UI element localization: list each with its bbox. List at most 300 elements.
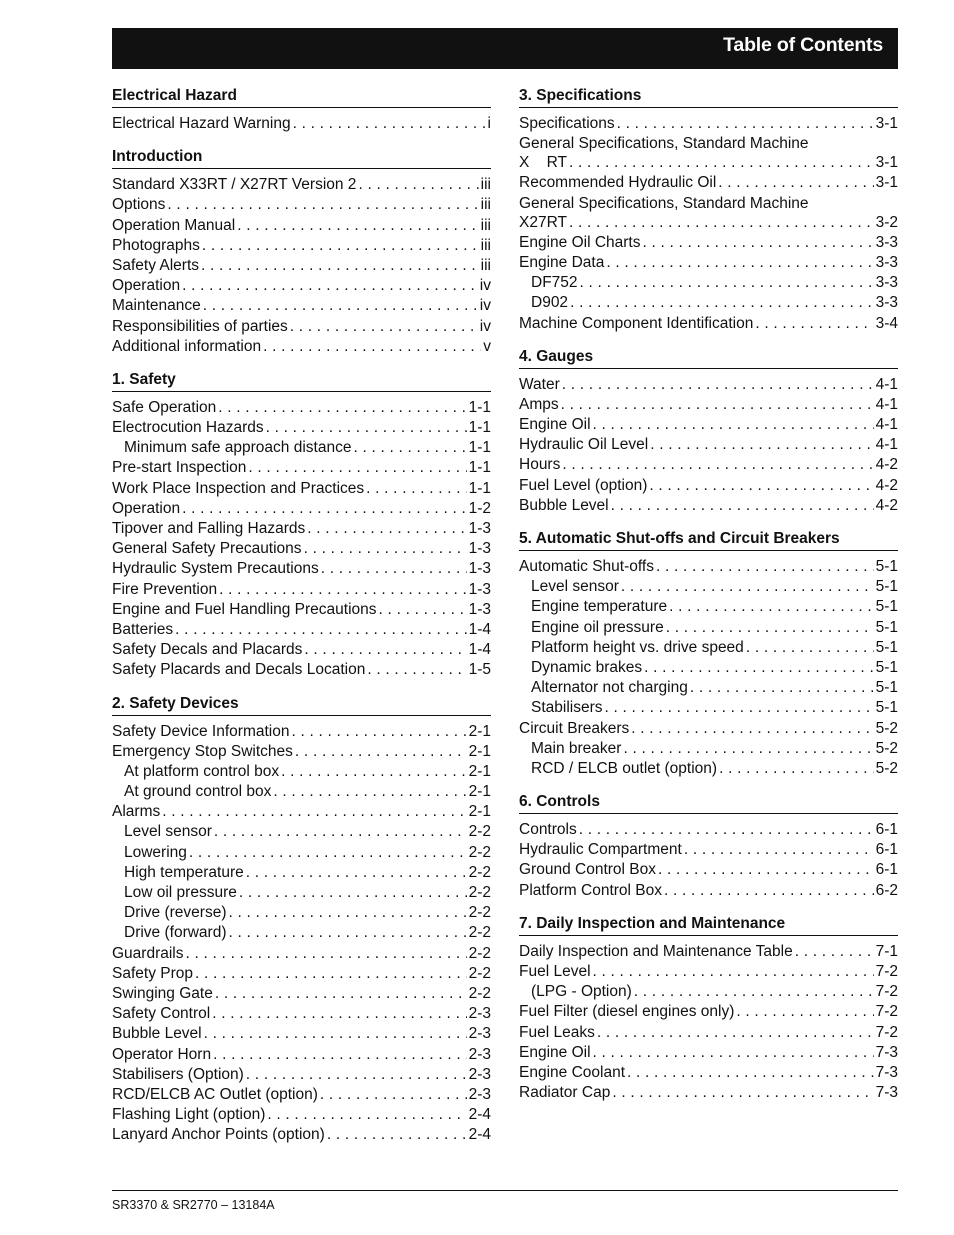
toc-entry-page-number: 6-1: [875, 861, 898, 879]
toc-entry[interactable]: [519, 1023, 898, 1043]
toc-entry[interactable]: [112, 276, 491, 296]
toc-entry[interactable]: [519, 476, 898, 496]
toc-entry-page-number: 3-1: [875, 174, 898, 192]
dot-leader: [321, 559, 467, 579]
toc-entry-page-number: 5-1: [875, 618, 898, 636]
toc-entry-title: Ground Control Box: [519, 861, 656, 879]
toc-entry-title: Operation: [112, 277, 181, 295]
section-heading: Electrical Hazard: [112, 86, 491, 108]
toc-entry[interactable]: [112, 863, 491, 883]
toc-entry-title: Hydraulic Compartment: [519, 841, 682, 859]
toc-entry[interactable]: [112, 903, 491, 923]
toc-entry-page-number: 2-4: [468, 1126, 491, 1144]
toc-entry[interactable]: [519, 658, 898, 678]
toc-entry-page-number: 3-4: [875, 314, 898, 332]
toc-entry-page-number: 6-2: [875, 881, 898, 899]
toc-entry-title: Specifications: [519, 115, 615, 132]
toc-entry-title: Pre-start Inspection: [112, 459, 247, 477]
toc-entry-page-number: v: [483, 337, 491, 355]
toc-entry-title: Engine and Fuel Handling Precautions: [112, 600, 377, 618]
toc-entry[interactable]: [519, 860, 898, 880]
toc-entry[interactable]: [519, 1043, 898, 1063]
toc-entry[interactable]: [112, 539, 491, 559]
toc-entry[interactable]: [519, 1002, 898, 1022]
toc-entry[interactable]: [112, 923, 491, 943]
toc-entry-page-number: 2-3: [468, 1025, 491, 1043]
toc-entry[interactable]: [519, 435, 898, 455]
dot-leader: [562, 375, 874, 395]
toc-entry[interactable]: [112, 782, 491, 802]
toc-entry-title: Stabilisers: [531, 699, 603, 717]
toc-entry-page-number: 7-2: [875, 983, 898, 1001]
toc-entry[interactable]: [112, 499, 491, 519]
toc-entry[interactable]: [112, 984, 491, 1004]
toc-entry-page-number: 3-1: [875, 115, 898, 132]
dot-leader: [267, 1105, 466, 1125]
dot-leader: [367, 660, 466, 680]
toc-entry-title: Bubble Level: [519, 496, 609, 514]
toc-entry-title: Lowering: [124, 843, 187, 861]
toc-entry-title: RCD / ELCB outlet (option): [531, 759, 718, 777]
toc-entry[interactable]: [519, 719, 898, 739]
toc-entry[interactable]: [519, 962, 898, 982]
dot-leader: [644, 658, 873, 678]
dot-leader: [327, 1125, 467, 1145]
toc-entry-title-line1[interactable]: General Specifications, Standard Machine: [519, 194, 809, 212]
toc-entry-page-number: 3-3: [875, 294, 898, 312]
dot-leader: [246, 1065, 467, 1085]
toc-entry-page-number: 2-2: [468, 863, 491, 881]
dot-leader: [189, 843, 467, 863]
toc-entry-page-number: 1-3: [468, 600, 491, 618]
toc-entry-title: Lanyard Anchor Points (option): [112, 1126, 325, 1144]
toc-entry-page-number: 2-2: [468, 823, 491, 841]
toc-entry[interactable]: [112, 216, 491, 236]
dot-leader: [736, 1002, 873, 1022]
toc-entry-page-number: 2-2: [468, 904, 491, 922]
toc-entry[interactable]: [112, 843, 491, 863]
toc-entry[interactable]: [519, 982, 898, 1002]
dot-leader: [664, 881, 874, 901]
toc-entry-page-number: 2-2: [468, 944, 491, 962]
toc-entry-title: Swinging Gate: [112, 984, 213, 1002]
toc-entry[interactable]: [519, 678, 898, 698]
dot-leader: [755, 314, 873, 334]
toc-entry-page-number: 4-2: [875, 476, 898, 494]
dot-leader: [634, 982, 874, 1002]
toc-entry-title: D902: [531, 294, 569, 312]
toc-entry-title: Engine Coolant: [519, 1063, 625, 1081]
toc-entry[interactable]: [519, 153, 898, 173]
toc-entry[interactable]: [519, 415, 898, 435]
toc-entry[interactable]: [519, 698, 898, 718]
toc-entry[interactable]: [112, 175, 491, 195]
toc-entry[interactable]: [519, 233, 898, 253]
dot-leader: [182, 276, 478, 296]
toc-entry-page-number: 2-3: [468, 1085, 491, 1103]
dot-leader: [182, 499, 467, 519]
toc-entry[interactable]: [112, 620, 491, 640]
toc-entry[interactable]: [519, 375, 898, 395]
toc-entry-title: Radiator Cap: [519, 1084, 611, 1102]
toc-entry[interactable]: [112, 640, 491, 660]
toc-entry-page-number: 4-2: [875, 456, 898, 474]
toc-entry[interactable]: [112, 722, 491, 742]
toc-entry-page-number: 1-2: [468, 499, 491, 517]
toc-entry-title: Machine Component Identification: [519, 314, 754, 332]
toc-entry-page-number: 1-1: [468, 398, 491, 416]
toc-entry[interactable]: [519, 820, 898, 840]
toc-section-4-gauges: [519, 347, 898, 516]
dot-leader: [612, 1083, 873, 1103]
toc-entry-page-number: 3-3: [875, 274, 898, 292]
toc-entry-title: Platform height vs. drive speed: [531, 638, 744, 656]
toc-entry-title: Standard X33RT / X27RT Version 2: [112, 176, 357, 194]
toc-entry-title: Engine Data: [519, 253, 605, 271]
toc-entry-title: Water: [519, 375, 560, 393]
toc-entry-page-number: 2-4: [468, 1106, 491, 1124]
toc-entry[interactable]: [112, 1105, 491, 1125]
toc-entry-page-number: 7-1: [875, 942, 898, 960]
dot-leader: [597, 1023, 874, 1043]
toc-section-1-safety: [112, 370, 491, 681]
dot-leader: [307, 519, 466, 539]
dot-leader: [214, 822, 467, 842]
toc-entry-title: Work Place Inspection and Practices: [112, 479, 365, 497]
toc-entry-page-number: 4-2: [875, 496, 898, 514]
toc-entry[interactable]: [112, 1004, 491, 1024]
dot-leader: [569, 153, 874, 173]
toc-entry-title: Safety Prop: [112, 964, 193, 982]
toc-entry-page-number: 4-1: [875, 375, 898, 393]
toc-entry[interactable]: [112, 114, 491, 134]
toc-entry-page-number: 3-2: [875, 213, 898, 231]
dot-leader: [656, 557, 874, 577]
dot-leader: [642, 233, 873, 253]
dot-leader: [215, 984, 467, 1004]
toc-entry-page-number: 1-4: [468, 641, 491, 659]
toc-entry[interactable]: [112, 964, 491, 984]
toc-entry[interactable]: [112, 479, 491, 499]
toc-entry-title: Safety Control: [112, 1005, 211, 1023]
footer-divider: [112, 1190, 898, 1191]
dot-leader: [186, 944, 467, 964]
toc-entry[interactable]: [112, 317, 491, 337]
dot-leader: [304, 640, 466, 660]
toc-entry[interactable]: [519, 173, 898, 193]
toc-entry-title: Daily Inspection and Maintenance Table: [519, 942, 793, 960]
toc-entry-title: Safety Decals and Placards: [112, 641, 303, 659]
header-bar: [112, 28, 898, 69]
toc-entry-title: Options: [112, 196, 166, 214]
toc-entry-title: Electrical Hazard Warning: [112, 115, 291, 132]
dot-leader: [669, 597, 873, 617]
toc-section-6-controls: [519, 792, 898, 901]
toc-entry-page-number: 2-2: [468, 924, 491, 942]
section-heading: 5. Automatic Shut-offs and Circuit Breakers: [519, 529, 898, 551]
dot-leader: [219, 580, 466, 600]
toc-entry-title: At platform control box: [124, 762, 280, 780]
toc-entry[interactable]: [112, 822, 491, 842]
toc-entry-title: Bubble Level: [112, 1025, 202, 1043]
toc-entry-list: [112, 175, 491, 357]
toc-entry-title: Drive (reverse): [124, 904, 227, 922]
toc-entry[interactable]: [112, 458, 491, 478]
toc-entry[interactable]: [112, 883, 491, 903]
toc-entry-page-number: 7-3: [875, 1063, 898, 1081]
section-heading: 1. Safety: [112, 370, 491, 392]
dot-leader: [593, 962, 874, 982]
toc-entry-page-number: 5-1: [875, 598, 898, 616]
dot-leader: [570, 293, 874, 313]
toc-entry-title: Engine oil pressure: [531, 618, 664, 636]
dot-leader: [237, 216, 478, 236]
toc-entry-title: Batteries: [112, 620, 174, 638]
toc-entry-page-number: 2-2: [468, 884, 491, 901]
toc-entry-title-line1[interactable]: General Specifications, Standard Machine: [519, 135, 809, 153]
toc-entry[interactable]: [112, 762, 491, 782]
toc-entry-page-number: 2-1: [468, 722, 491, 740]
toc-entry-title: Engine Oil Charts: [519, 233, 641, 251]
toc-entry-title: Hours: [519, 456, 561, 474]
dot-leader: [295, 742, 467, 762]
toc-entry-page-number: 7-3: [875, 1043, 898, 1061]
toc-entry-page-number: 6-1: [875, 841, 898, 859]
toc-entry[interactable]: [519, 314, 898, 334]
toc-entry[interactable]: [519, 759, 898, 779]
toc-entry-title: Drive (forward): [124, 924, 227, 942]
toc-entry[interactable]: [112, 944, 491, 964]
toc-entry-title: Maintenance: [112, 297, 201, 315]
toc-entry[interactable]: [112, 296, 491, 316]
dot-leader: [273, 782, 466, 802]
toc-entry[interactable]: [519, 577, 898, 597]
toc-entry-title: Fuel Filter (diesel engines only): [519, 1003, 735, 1021]
dot-leader: [593, 415, 874, 435]
toc-entry-page-number: 2-1: [468, 803, 491, 821]
toc-entry-page-number: 1-1: [468, 419, 491, 437]
dot-leader: [281, 762, 467, 782]
toc-entry-page-number: iii: [480, 196, 491, 214]
section-heading: 7. Daily Inspection and Maintenance: [519, 914, 898, 936]
toc-entry-list: [519, 942, 898, 1104]
toc-entry[interactable]: [112, 559, 491, 579]
dot-leader: [320, 1085, 467, 1105]
toc-entry-title: DF752: [531, 274, 578, 292]
toc-entry-page-number: iii: [480, 216, 491, 234]
dot-leader: [175, 620, 466, 640]
toc-entry-list: [519, 114, 898, 334]
dot-leader: [248, 458, 466, 478]
toc-entry[interactable]: [519, 293, 898, 313]
toc-entry[interactable]: [519, 557, 898, 577]
toc-entry[interactable]: [519, 253, 898, 273]
toc-entry[interactable]: [112, 236, 491, 256]
toc-entry-title: (LPG - Option): [531, 983, 632, 1001]
toc-entry-title: Fire Prevention: [112, 580, 218, 598]
toc-entry[interactable]: [519, 496, 898, 516]
toc-entry[interactable]: [112, 600, 491, 620]
toc-entry-title: Fuel Level: [519, 963, 591, 980]
toc-entry[interactable]: [519, 881, 898, 901]
toc-entry-title: X RT: [519, 154, 567, 172]
toc-entry-page-number: 5-1: [875, 578, 898, 596]
toc-entry-page-number: 5-1: [875, 638, 898, 656]
page-title: Table of Contents: [723, 34, 883, 56]
toc-entry-page-number: 5-1: [875, 658, 898, 676]
toc-entry[interactable]: [112, 438, 491, 458]
toc-entry-title: Electrocution Hazards: [112, 419, 264, 437]
toc-entry[interactable]: [112, 1065, 491, 1085]
toc-entry-page-number: 5-2: [875, 719, 898, 737]
toc-entry-page-number: 1-1: [468, 459, 491, 477]
toc-entry[interactable]: [112, 1024, 491, 1044]
toc-entry[interactable]: [519, 395, 898, 415]
toc-entry-list: [112, 398, 491, 681]
toc-entry-page-number: iii: [480, 176, 491, 194]
toc-entry-page-number: 3-3: [875, 233, 898, 251]
toc-entry-page-number: 1-3: [468, 580, 491, 598]
toc-entry-page-number: 3-3: [875, 253, 898, 271]
toc-section-5-automatic-shut-offs-and-circuit-breakers: [519, 529, 898, 779]
dot-leader: [266, 418, 467, 438]
toc-entry-page-number: 7-2: [875, 1003, 898, 1021]
toc-entry-title: Safe Operation: [112, 398, 217, 416]
dot-leader: [627, 1063, 874, 1083]
dot-leader: [579, 820, 874, 840]
toc-entry-page-number: iv: [479, 277, 491, 295]
toc-entry-page-number: 2-1: [468, 783, 491, 801]
dot-leader: [290, 317, 478, 337]
dot-leader: [167, 195, 478, 215]
toc-section-2-safety-devices: [112, 694, 491, 1146]
toc-entry-title: High temperature: [124, 863, 244, 881]
toc-entry-title: Automatic Shut-offs: [519, 558, 654, 575]
dot-leader: [606, 253, 873, 273]
toc-section-introduction: [112, 147, 491, 357]
dot-leader: [366, 479, 466, 499]
toc-entry-page-number: 7-2: [875, 1023, 898, 1041]
dot-leader: [684, 840, 874, 860]
toc-entry[interactable]: [519, 213, 898, 233]
toc-entry-page-number: 2-2: [468, 984, 491, 1002]
toc-entry-title: Responsibilities of parties: [112, 317, 288, 335]
toc-entry-title: General Safety Precautions: [112, 540, 302, 558]
toc-entry[interactable]: [519, 638, 898, 658]
toc-entry[interactable]: [112, 1125, 491, 1145]
dot-leader: [162, 802, 466, 822]
dot-leader: [263, 337, 481, 357]
toc-entry-page-number: 1-3: [468, 560, 491, 578]
toc-left-column: [112, 86, 491, 1158]
toc-entry[interactable]: [519, 1083, 898, 1103]
toc-entry-page-number: 2-2: [468, 964, 491, 982]
toc-entry-page-number: 1-4: [468, 620, 491, 638]
toc-entry[interactable]: [519, 840, 898, 860]
toc-entry-title: Fuel Leaks: [519, 1023, 595, 1041]
toc-entry-list: [112, 114, 491, 134]
toc-entry-title: Stabilisers (Option): [112, 1065, 244, 1083]
toc-entry[interactable]: [112, 580, 491, 600]
toc-entry-title: Engine Oil: [519, 1043, 591, 1061]
toc-entry-page-number: 2-2: [468, 843, 491, 861]
dot-leader: [649, 476, 873, 496]
dot-leader: [201, 256, 479, 276]
toc-entry[interactable]: [112, 398, 491, 418]
toc-entry[interactable]: [519, 597, 898, 617]
toc-entry[interactable]: [519, 1063, 898, 1083]
toc-section-7-daily-inspection-and-maintenance: [519, 914, 898, 1104]
toc-entry[interactable]: [112, 1045, 491, 1065]
dot-leader: [561, 395, 874, 415]
toc-entry-title: Minimum safe approach distance: [124, 439, 352, 457]
toc-entry-page-number: 5-2: [875, 739, 898, 757]
toc-entry[interactable]: [519, 618, 898, 638]
toc-entry[interactable]: [519, 114, 898, 134]
toc-entry[interactable]: [112, 1085, 491, 1105]
toc-entry-list: [519, 557, 898, 779]
toc-entry-page-number: 4-1: [875, 395, 898, 413]
toc-entry[interactable]: [112, 519, 491, 539]
toc-entry-title: Amps: [519, 395, 559, 413]
dot-leader: [353, 438, 466, 458]
toc-entry[interactable]: [519, 273, 898, 293]
toc-entry[interactable]: [112, 660, 491, 680]
toc-entry[interactable]: [112, 418, 491, 438]
dot-leader: [690, 678, 874, 698]
section-heading: 3. Specifications: [519, 86, 898, 108]
toc-entry-title: X27RT: [519, 213, 567, 231]
dot-leader: [617, 114, 874, 134]
toc-entry[interactable]: [519, 455, 898, 475]
dot-leader: [195, 964, 467, 984]
toc-entry-page-number: 2-1: [468, 742, 491, 760]
toc-entry-page-number: 5-2: [875, 759, 898, 777]
toc-entry[interactable]: [112, 802, 491, 822]
toc-entry-title: At ground control box: [124, 783, 272, 801]
toc-entry[interactable]: [112, 195, 491, 215]
toc-entry-page-number: 2-3: [468, 1065, 491, 1083]
toc-entry[interactable]: [112, 337, 491, 357]
toc-entry-title: Dynamic brakes: [531, 658, 643, 676]
toc-entry-title: Level sensor: [124, 823, 212, 841]
dot-leader: [719, 759, 874, 779]
toc-entry-title: Operator Horn: [112, 1045, 212, 1063]
toc-entry-title: Safety Device Information: [112, 722, 290, 740]
dot-leader: [666, 618, 874, 638]
footer-document-id: SR3370 & SR2770 – 13184A: [112, 1198, 275, 1212]
toc-entry-page-number: 1-3: [468, 520, 491, 537]
dot-leader: [718, 173, 873, 193]
toc-entry-title: Recommended Hydraulic Oil: [519, 174, 717, 192]
toc-entry[interactable]: [112, 742, 491, 762]
dot-leader: [631, 719, 873, 739]
dot-leader: [611, 496, 874, 516]
toc-entry[interactable]: [519, 739, 898, 759]
toc-entry-title: Circuit Breakers: [519, 719, 630, 737]
toc-entry-title: Level sensor: [531, 578, 619, 596]
section-heading: 6. Controls: [519, 792, 898, 814]
dot-leader: [239, 883, 467, 903]
toc-entry[interactable]: [112, 256, 491, 276]
toc-entry-page-number: 1-1: [468, 479, 491, 497]
dot-leader: [218, 398, 466, 418]
toc-entry-title: Controls: [519, 821, 577, 839]
toc-entry-page-number: 5-1: [875, 679, 898, 697]
dot-leader: [379, 600, 467, 620]
toc-entry[interactable]: [519, 942, 898, 962]
toc-entry-page-number: 7-2: [875, 963, 898, 980]
